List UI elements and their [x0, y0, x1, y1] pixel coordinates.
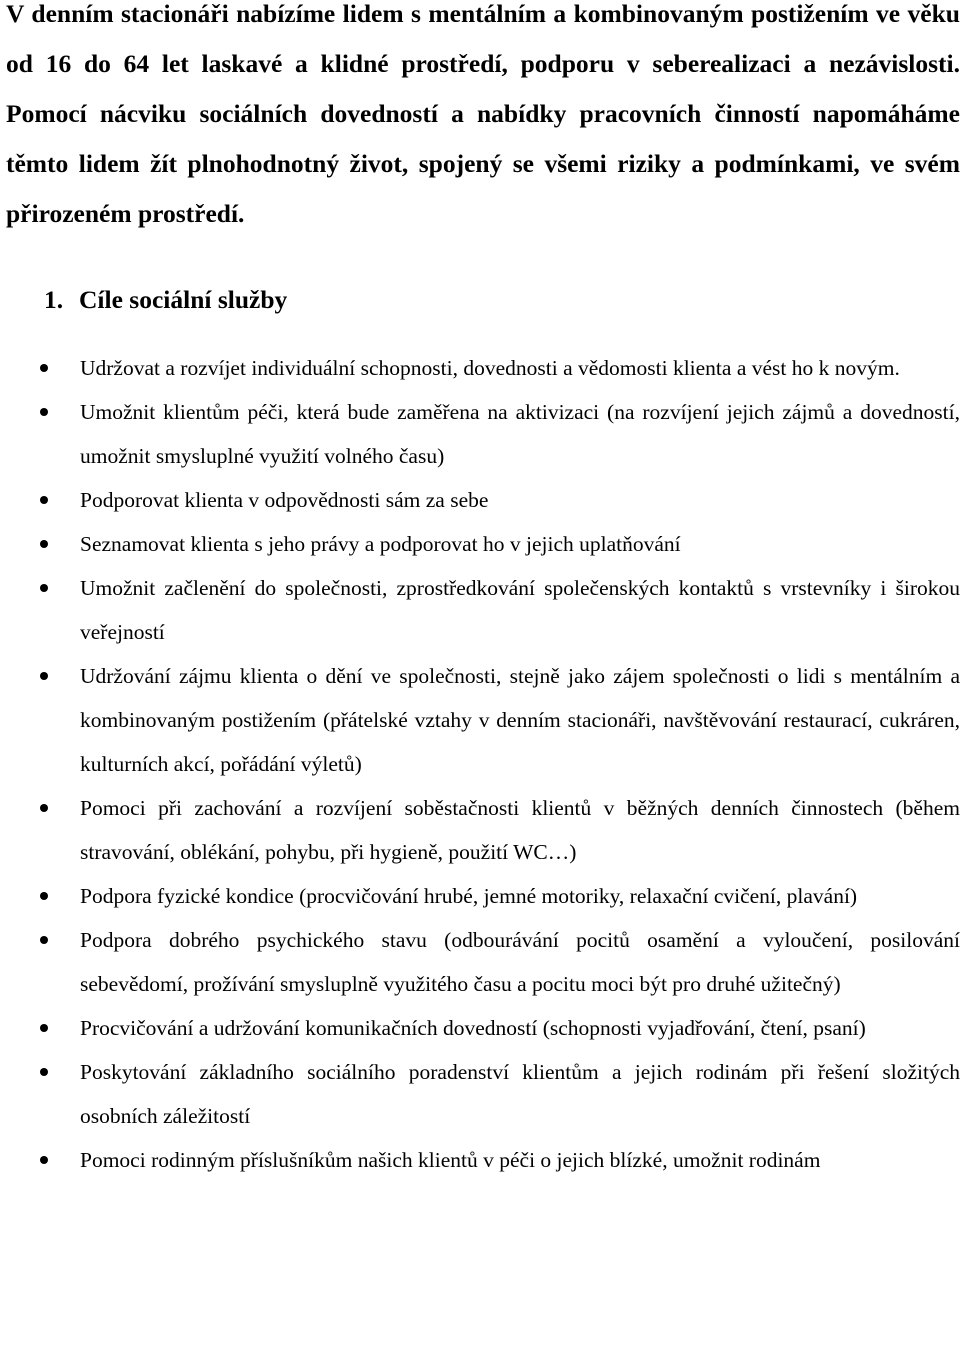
goal-text: Umožnit začlenění do společnosti, zprostředkování společenských kontaktů s vrstevníky i širokou veřejností — [80, 576, 960, 644]
bullet-icon — [40, 496, 48, 504]
goal-text: Pomoci při zachování a rozvíjení soběstačnosti klientů v běžných denních činnostech (během stravování, oblékání, pohybu, při hygieně, použití WC…) — [80, 796, 960, 864]
goal-item — [0, 346, 960, 390]
goal-item — [0, 478, 960, 522]
goal-item — [0, 1006, 960, 1050]
goal-text: Pomoci rodinným příslušníkům našich klientů v péči o jejich blízké, umožnit rodinám — [80, 1148, 821, 1172]
intro-paragraph: V denním stacionáři nabízíme lidem s mentálním a kombinovaným postižením ve věku od 16 do 64 let laskavé a klidné prostředí, podporu v seberealizaci a nezávislosti. Pomocí nácviku sociálních dovedností a nabídky pracovních činností napomáháme těmto lidem žít plnohodnotný život, spojený se všemi riziky a podmínkami, ve svém přirozeném prostředí. — [6, 0, 960, 228]
goal-item — [0, 522, 960, 566]
goal-item — [0, 390, 960, 478]
bullet-icon — [40, 892, 48, 900]
goal-item — [0, 918, 960, 1006]
bullet-icon — [40, 540, 48, 548]
goal-text: Podporovat klienta v odpovědnosti sám za sebe — [80, 488, 489, 512]
goal-item — [0, 874, 960, 918]
goal-text: Udržování zájmu klienta o dění ve společnosti, stejně jako zájem společnosti o lidi s mentálním a kombinovaným postižením (přátelské vztahy v denním stacionáři, navštěvování restaurací, cukráren, kulturních akcí, pořádání výletů) — [80, 664, 960, 776]
bullet-icon — [40, 408, 48, 416]
bullet-icon — [40, 804, 48, 812]
goal-text: Udržovat a rozvíjet individuální schopnosti, dovednosti a vědomosti klienta a vést ho k novým. — [80, 356, 900, 380]
bullet-icon — [40, 1156, 48, 1164]
goal-text: Seznamovat klienta s jeho právy a podporovat ho v jejich uplatňování — [80, 532, 681, 556]
goals-list — [0, 346, 960, 1182]
section-heading — [44, 280, 287, 320]
goal-item — [0, 566, 960, 654]
bullet-icon — [40, 672, 48, 680]
bullet-icon — [40, 936, 48, 944]
bullet-icon — [40, 364, 48, 372]
section-number: 1. — [44, 285, 64, 314]
goal-text: Podpora fyzické kondice (procvičování hrubé, jemné motoriky, relaxační cvičení, plavání) — [80, 884, 858, 908]
goal-text: Poskytování základního sociálního poradenství klientům a jejich rodinám při řešení složitých osobních záležitostí — [80, 1060, 960, 1128]
section-title: Cíle sociální služby — [79, 285, 288, 314]
goal-text: Procvičování a udržování komunikačních dovedností (schopnosti vyjadřování, čtení, psaní) — [80, 1016, 866, 1040]
goal-text: Podpora dobrého psychického stavu (odbourávání pocitů osamění a vyloučení, posilování sebevědomí, prožívání smysluplně využitého času a pocitu moci být pro druhé užitečný) — [80, 928, 960, 996]
goal-item — [0, 786, 960, 874]
goal-item — [0, 654, 960, 786]
goal-item — [0, 1050, 960, 1138]
bullet-icon — [40, 1024, 48, 1032]
goal-item — [0, 1138, 960, 1182]
bullet-icon — [40, 1068, 48, 1076]
goal-text: Umožnit klientům péči, která bude zaměřena na aktivizaci (na rozvíjení jejich zájmů a dovedností, umožnit smysluplné využití volného času) — [80, 400, 960, 468]
bullet-icon — [40, 584, 48, 592]
